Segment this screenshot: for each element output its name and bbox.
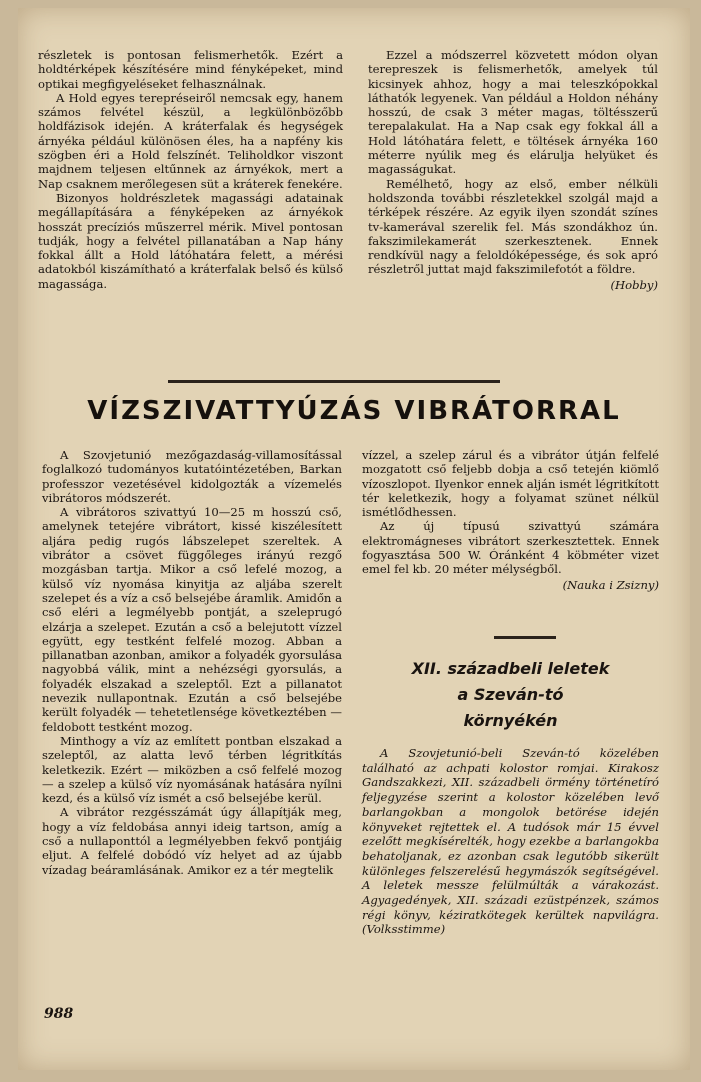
- top-right-column: [368, 48, 658, 292]
- source-credit: (Hobby): [610, 277, 658, 292]
- title-rule: [168, 380, 500, 383]
- paragraph: Minthogy a víz az említett pontban elszakad a szeleptől, az alatta levő térben légritkítás keletkezik. Ezért — miközben a cső felfelé mozog — a szelep a külső víz nyomásának hatására nyílni kezd, és a külső víz ismét a cső belsejébe kerül.: [42, 733, 342, 806]
- magazine-page: [18, 8, 690, 1070]
- right-article-column: [362, 448, 659, 592]
- sub-title-line: környékén: [463, 711, 558, 730]
- paragraph: A vibrátor rezgésszámát úgy állapítják meg, hogy a víz feldobása annyi ideig tartson, amíg a cső a nullaponttól a legmélyebben fekvő pontjáig eljut. A felfelé dobódó víz helyet ad az újabb vízadag beáramlásának. Amikor ez a tér megtelik: [42, 805, 342, 877]
- paragraph: Az új típusú szivattyú számára elektromágneses vibrátort szerkesztettek. Ennek fogyasztása 500 W. Óránként 4 köbméter vizet emel fel kb. 20 méter mélységből.: [362, 519, 659, 577]
- paragraph: A Szovjetunió-beli Szeván-tó közelében található az achpati kolostor romjai. Kirakosz Gandszakkezi, XII. századbeli örmény történetíró feljegyzése szerint a kolostor közelében levő barlangokban a mongolok betörése idején könyveket rejtettek el. A tudósok már 15 évvel ezelőtt megkísérelték, hogy ezekbe a barlangokba behatoljanak, ez azonban csak legutóbb sikerült különleges felszerelésű hegymászók segítségével. A leletek messze felülmúlták a várakozást. Agyagedények, XII. századi ezüstpénzek, számos régi könyv, kéziratkötegek kerültek napvilágra. (Volksstimme): [362, 746, 659, 937]
- paragraph: részletek is pontosan felismerhetők. Ezért a holdtérképek készítésére mind fényképeket, mind optikai megfigyeléseket felhasználnak.: [38, 48, 343, 91]
- sub-article-column: [362, 746, 659, 937]
- paragraph: A Hold egyes terepréseiről nemcsak egy, hanem számos felvétel készül, a legkülönbözőbb holdfázisok idején. A kráterfalak és hegységek árnyéka például különösen éles, ha a napfény kis szögben éri a Hold felszínét. Teliholdkor viszont majdnem teljesen eltűnnek az árnyékok, mert a Nap csaknem merőlegesen süt a kráterek fenekére.: [38, 90, 343, 191]
- paragraph: vízzel, a szelep zárul és a vibrátor útján felfelé mozgatott cső feljebb dobja a cső tetején kiömlő vízoszlopot. Ilyenkor ennek alján ismét légritkított tér keletkezik, hogy a folyamat szünet nélkül ismétlődhessen.: [362, 448, 659, 520]
- paragraph: Bizonyos holdrészletek magassági adatainak megállapítására a fényképeken az árnyékok hosszát precíziós műszerrel mérik. Mivel pontosan tudják, hogy a felvétel pillanatában a Nap hány fokkal állt a Hold látóhatára felett, a mérési adatokból kiszámítható a kráterfalak belső és külső magassága.: [38, 190, 343, 291]
- sub-title-line: a Szeván-tó: [457, 685, 564, 704]
- paragraph: A vibrátoros szivattyú 10—25 m hosszú cső, amelynek tetejére vibrátort, kissé kiszélesített aljára pedig rugós lábszelepet szereltek. A vibrátor a csövet függőleges irányú rezgő mozgásban tartja. Mikor a cső lefelé mozog, a külső víz nyomása kinyitja az aljába szerelt szelepet és a víz a cső belsejébe áramlik. Amidőn a cső eléri a legmélyebb pontját, a szeleprugó elzárja a szelepet. Ezután a cső a belejutott vízzel együtt, egy testként felfelé mozog. Abban a pillanatban azonban, amikor a folyadék gyorsulása nagyobbá válik, mint a nehézségi gyorsulás, a folyadék elszakad a szeleptől. Ezt a pillanatot nevezik nullapontnak. Ezután a cső belsejébe került folyadék — tehetetlensége következtében — feldobott testként mozog.: [42, 505, 342, 734]
- article-title: VÍZSZIVATTYÚZÁS VIBRÁTORRAL: [87, 396, 621, 426]
- section-divider: [494, 636, 556, 639]
- paragraph: Ezzel a módszerrel közvetett módon olyan terepreszek is felismerhetők, amelyek túl kicsinyek ahhoz, hogy a mai teleszkópokkal láthatók legyenek. Van például a Holdon néhány hosszú, de csak 3 méter magas, töltésszerű terepalakulat. Ha a Nap csak egy fokkal áll a Hold látóhatára felett, e töltések árnyéka 160 méterre nyúlik meg és elárulja helyüket és magasságukat.: [368, 48, 658, 177]
- sub-article-title: [362, 656, 659, 734]
- left-article-column: [42, 448, 342, 877]
- sub-title-line: XII. századbeli leletek: [411, 659, 610, 678]
- paragraph: Remélhető, hogy az első, ember nélküli holdszonda további részletekkel szolgál majd a térképek részére. Az egyik ilyen szondát színes tv-kamerával szerelik fel. Más szondákhoz ún. fakszimilekamerát szerkesztenek. Ennek rendkívül nagy a feloldóképessége, és sok apró részletről juttat majd fakszimilefotót a földre.: [368, 176, 658, 277]
- top-left-column: [38, 48, 343, 291]
- paragraph: A Szovjetunió mezőgazdaság-villamosítással foglalkozó tudományos kutatóintézetében, Barkan professzor vezetésével kidolgozták a vízemelés vibrátoros módszerét.: [42, 448, 342, 505]
- page-number: 988: [44, 1006, 74, 1022]
- source-credit: (Nauka i Zsizny): [562, 577, 659, 592]
